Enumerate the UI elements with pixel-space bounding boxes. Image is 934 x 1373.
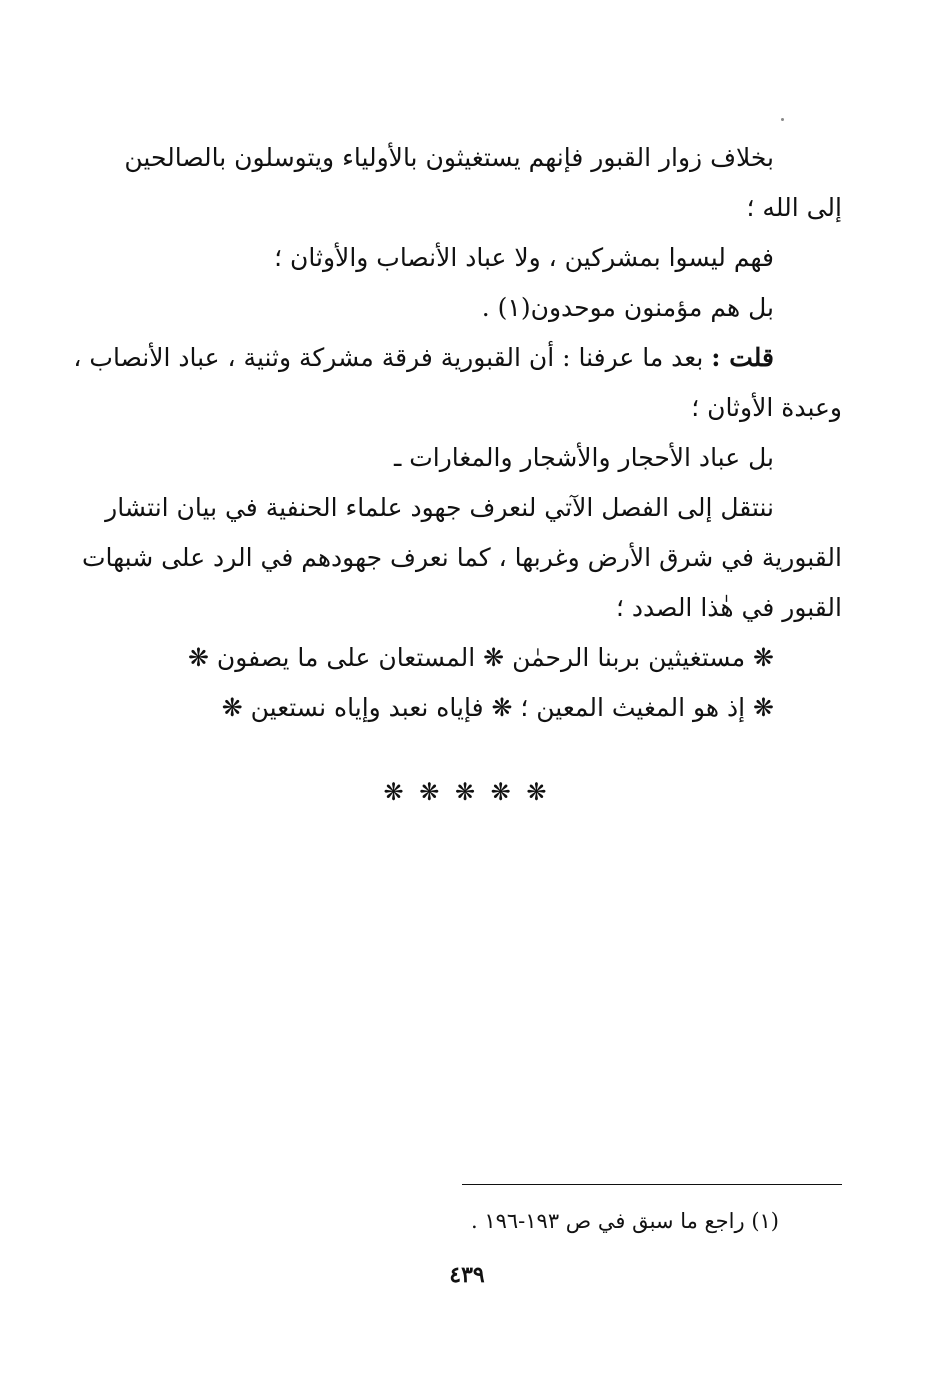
verse-line-2: ❋ إذ هو المغيث المعين ؛ ❋ فإياه نعبد وإياه نستعين ❋ — [221, 693, 774, 722]
body-line-1: بخلاف زوار القبور فإنهم يستغيثون بالأولياء ويتوسلون بالصالحين — [124, 143, 774, 172]
body-line-7: بل عباد الأحجار والأشجار والمغارات ـ — [393, 443, 774, 472]
body-line-2: إلى الله ؛ — [746, 193, 842, 222]
body-line-5-text: بعد ما عرفنا : أن القبورية فرقة مشركة وثنية ، عباد الأنصاب ، — [73, 343, 704, 372]
scan-speck — [781, 118, 784, 121]
body-line-4: بل هم مؤمنون موحدون(١) . — [481, 293, 774, 322]
page-number: ٤٣٩ — [449, 1262, 485, 1288]
section-separator: ❋ ❋ ❋ ❋ ❋ — [383, 778, 551, 806]
verse-line-1: ❋ مستغيثين بربنا الرحمٰن ❋ المستعان على ما يصفون ❋ — [188, 643, 774, 672]
body-line-6: وعبدة الأوثان ؛ — [691, 393, 842, 422]
footnote: (١) راجع ما سبق في ص ١٩٣-١٩٦ . — [470, 1209, 779, 1233]
body-line-8: ننتقل إلى الفصل الآتي لنعرف جهود علماء الحنفية في بيان انتشار — [105, 493, 774, 522]
body-line-5 — [73, 340, 774, 376]
qult-label: قلت : — [711, 343, 774, 372]
body-line-3: فهم ليسوا بمشركين ، ولا عباد الأنصاب والأوثان ؛ — [274, 243, 774, 272]
footnote-rule — [462, 1184, 842, 1185]
body-line-9: القبورية في شرق الأرض وغربها ، كما نعرف جهودهم في الرد على شبهات — [81, 543, 842, 572]
body-line-10: القبور في هٰذا الصدد ؛ — [615, 593, 842, 622]
